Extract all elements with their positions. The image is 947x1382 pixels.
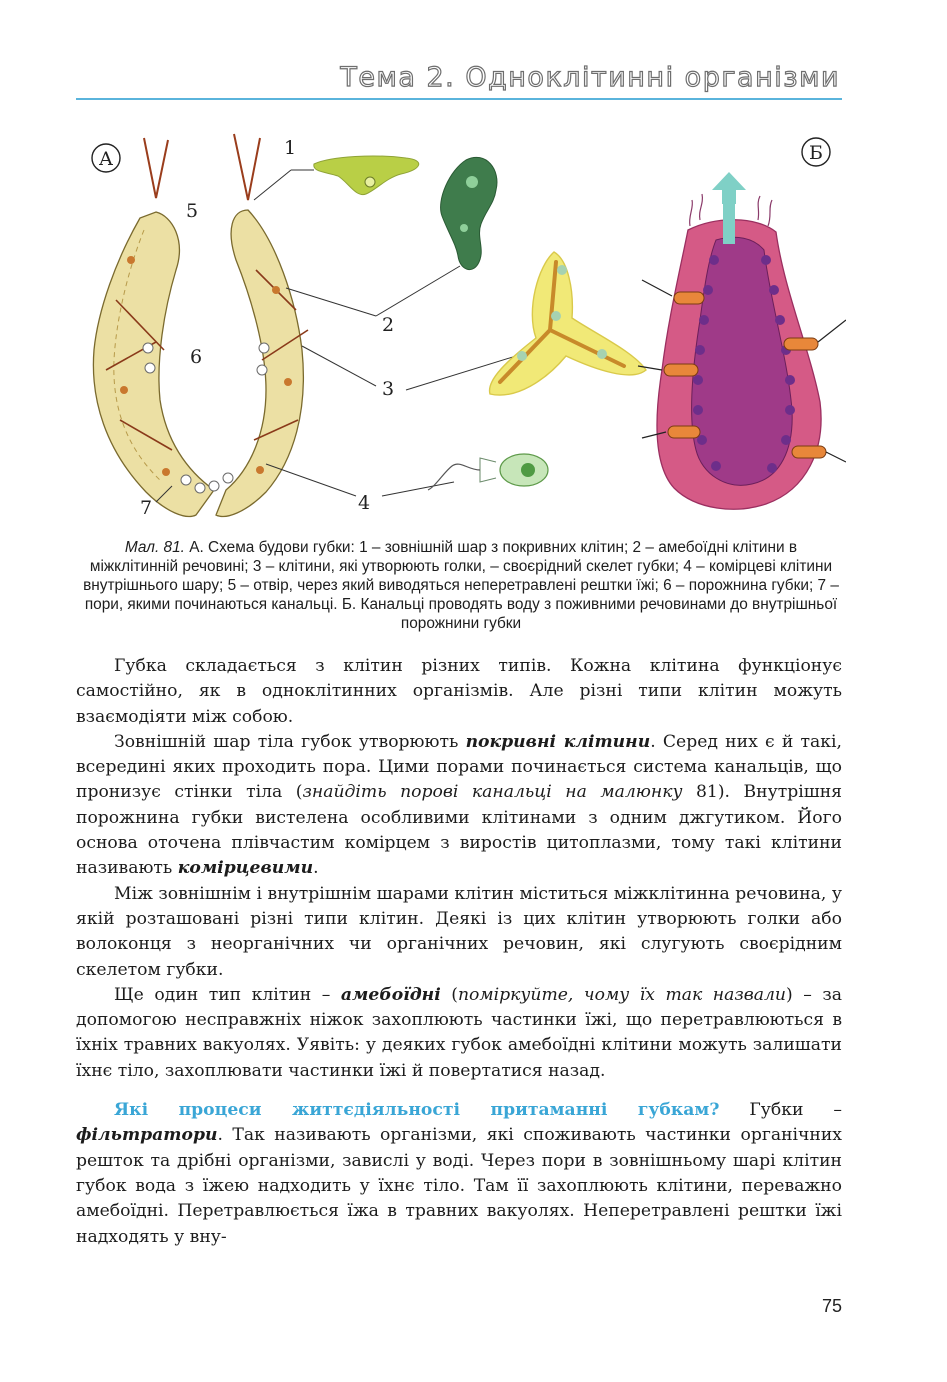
term-cover-cells: покривні клітини — [465, 731, 651, 752]
num-5: 5 — [186, 200, 199, 222]
paragraph-1: Губка складається з клітин різних типів. Кожна клітина функціонує самостійно, як в одноклітинних організмів. Але різні типи клітин можуть взаємодіяти між собою. — [76, 656, 842, 727]
term-amoeboid: амебоїдні — [340, 984, 441, 1005]
p4-text-c: ( — [440, 984, 458, 1005]
num-3: 3 — [382, 378, 395, 400]
p5-text-a: Губки – — [719, 1100, 842, 1121]
paragraph-4 — [76, 983, 842, 1084]
top-spicules — [144, 134, 260, 200]
label-b: Б — [809, 142, 823, 164]
caption-text: А. Схема будови губки: 1 – зовнішній шар з покривних клітин; 2 – амебоїдні клітини в міжклітинній речовині; 3 – клітини, які утворюють голки, – своєрідний скелет губки; 4 – комірцеві клітини внутрішнього шару; 5 – отвір, через який виводяться неперетравлені рештки їжі; 6 – порожнина губки; 7 – пори, якими починаються канальці. Б. Канальці проводять воду з поживними речовинами до внутрішньої порожнини губки — [83, 539, 839, 632]
sponge-figure — [76, 120, 846, 535]
paragraph-5 — [76, 1098, 842, 1250]
cover-cell — [314, 156, 419, 195]
p4-instruction: поміркуйте, чому їх так назвали — [457, 984, 786, 1005]
spicule-cell — [490, 252, 646, 395]
p2-text-g: . — [313, 858, 319, 879]
page-number: 75 — [821, 1296, 842, 1316]
chapter-title: Тема 2. Одноклітинні організми — [340, 62, 840, 93]
term-filter-feeders: фільтратори — [76, 1125, 218, 1146]
p2-instruction: знайдіть порові канальці на малюнку — [302, 782, 683, 803]
num-1: 1 — [284, 137, 297, 159]
num-2: 2 — [382, 314, 395, 336]
p2-text-e: 81). Внутрішня порожнина губки вистелена особливими клітинами з одним джгутиком. Його основа оточена плівчастим комірцем з виростів цитоплазми, тому такі клітини називають — [76, 782, 843, 879]
main-text — [76, 654, 842, 1250]
water-outflow-arrow — [712, 172, 746, 204]
sponge-wall-right — [216, 210, 308, 516]
label-a: А — [98, 148, 114, 170]
p5-text-c: . Так називають організми, які споживають частинки органічних решток та дрібні організми, завислі у воді. Через пори в зовнішньому шарі клітин губок вода з їжею надходить у їхнє тіло. Там її захоплюють клітини, переважно амебоїдні. Перетравлюється їжа в травних вакуолях. Неперетравлені рештки їжі надходять у вну- — [76, 1125, 842, 1247]
sponge-illustration — [76, 120, 846, 535]
num-6: 6 — [190, 346, 203, 368]
sponge-body-b — [638, 172, 846, 509]
p4-text-a: Ще один тип клітин – — [114, 984, 341, 1005]
paragraph-3: Між зовнішнім і внутрішнім шарами клітин міститься міжклітинна речовина, у якій розташовані різні типи клітин. Деякі із цих клітин утворюють голки або волоконця з неорганічних чи органічних речовин, які слугують своєрідним скелетом губки. — [76, 883, 842, 980]
p4-text-e: ) – за допомогою несправжніх ніжок захоплюють частинки їжі, що перетравлюються в їхніх травних вакуолях. Уявіть: у деяких губок амебоїдні клітини можуть залишати їхнє тіло, захоплювати частинки їжі й повертатися назад. — [76, 984, 842, 1081]
p2-text-c: . Серед них є й такі, всередині яких проходить пора. Цими порами починається система канальців, що пронизує стінки тіла ( — [76, 731, 842, 803]
page-header — [76, 58, 842, 100]
collar-cell — [428, 454, 548, 490]
figure-number: Мал. 81. — [124, 539, 185, 556]
figure-caption — [80, 538, 842, 633]
term-collar-cells: комірцевими — [177, 858, 314, 879]
num-7: 7 — [140, 497, 153, 519]
amoeboid-cell — [441, 157, 497, 269]
num-4: 4 — [358, 492, 371, 514]
section-question: Які процеси життєдіяльності притаманні губкам? — [114, 1100, 720, 1121]
paragraph-2 — [76, 730, 842, 882]
p2-text-a: Зовнішній шар тіла губок утворюють — [114, 731, 466, 752]
